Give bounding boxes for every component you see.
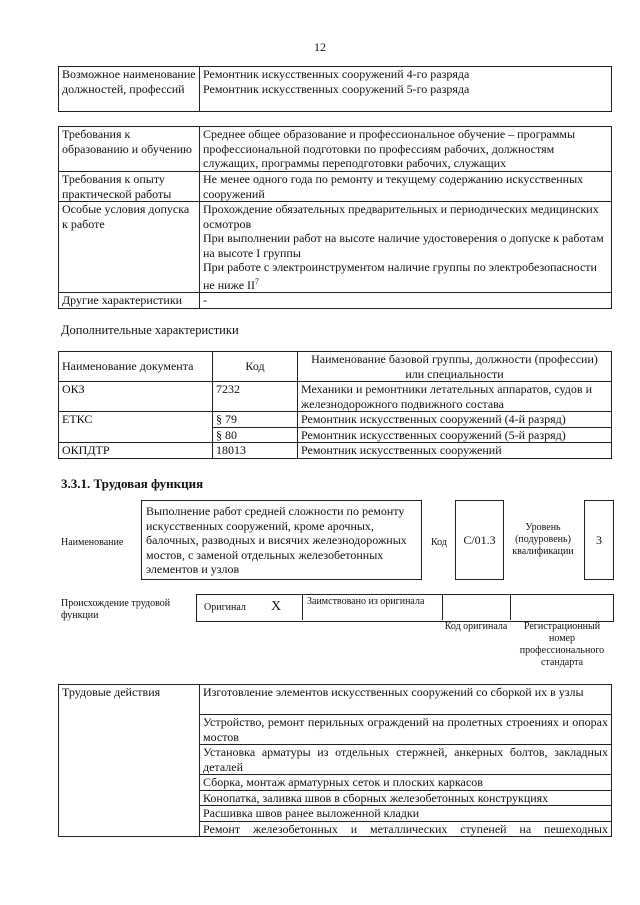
experience-value: Не менее одного года по ремонту и текущему содержанию искусственных сооружений	[200, 172, 612, 202]
row-code: § 80	[213, 427, 298, 443]
action-item: Установка арматуры из отдельных стержней, анкерных болтов, закладных деталей	[200, 745, 612, 775]
special-item-text: При работе с электроинструментом наличие группы по электробезопасности не ниже II	[203, 260, 597, 292]
experience-label: Требования к опыту практической работы	[59, 172, 200, 202]
special-item	[203, 260, 608, 292]
function-level-box	[584, 500, 614, 580]
original-label: Оригинал	[204, 602, 246, 613]
function-code-box	[455, 500, 504, 580]
footnote-mark: 7	[255, 276, 260, 286]
additional-table	[58, 351, 612, 459]
action-item: Ремонт железобетонных и металлических ступеней на пешеходных	[200, 821, 612, 837]
function-name-label: Наименование	[61, 537, 124, 548]
col-code: Код	[213, 352, 298, 382]
action-item: Изготовление элементов искусственных сооружений со сборкой их в узлы	[200, 685, 612, 715]
education-label: Требования к образованию и обучению	[59, 127, 200, 172]
other-label: Другие характеристики	[59, 293, 200, 309]
row-name: Ремонтник искусственных сооружений (4-й разряд)	[298, 412, 612, 428]
function-name-box	[141, 500, 422, 580]
special-item: При выполнении работ на высоте наличие удостоверения о допуске к работам на высоте I группы	[203, 231, 604, 260]
row-code: § 79	[213, 412, 298, 428]
function-code-value: С/01.3	[463, 533, 496, 547]
code-orig-label: Код оригинала	[444, 621, 508, 632]
action-item: Устройство, ремонт перильных ограждений на пролетных строениях и опорах мостов	[200, 715, 612, 745]
position-item: Ремонтник искусственных сооружений 5-го разряда	[203, 81, 470, 96]
borrowed-label: Заимствовано из оригинала	[307, 596, 425, 607]
origin-divider	[510, 594, 511, 620]
row-code: 18013	[213, 443, 298, 459]
action-item: Сборка, монтаж арматурных сеток и плоских каркасов	[200, 775, 612, 791]
origin-label: Происхождение трудовой функции	[61, 598, 171, 621]
actions-label: Трудовые действия	[59, 685, 200, 837]
page-number: 12	[314, 40, 326, 54]
original-mark: X	[271, 599, 282, 614]
function-code-label: Код	[431, 537, 447, 548]
col-name: Наименование базовой группы, должности (профессии) или специальности	[298, 352, 612, 382]
positions-table	[58, 66, 612, 112]
additional-heading: Дополнительные характеристики	[61, 323, 239, 337]
other-value: -	[200, 293, 612, 309]
special-item: Прохождение обязательных предварительных и периодических медицинских осмотров	[203, 202, 599, 231]
row-doc: ОКЗ	[59, 382, 213, 412]
positions-values	[200, 67, 612, 112]
function-level-label: Уровень (подуровень) квалификации	[512, 522, 574, 557]
row-name: Механики и ремонтники летательных аппаратов, судов и железнодорожного подвижного состава	[298, 382, 612, 412]
position-item: Ремонтник искусственных сооружений 4-го разряда	[203, 67, 470, 81]
special-label: Особые условия допуска к работе	[59, 202, 200, 293]
col-doc: Наименование документа	[59, 352, 213, 382]
reg-label: Регистрационный номер профессионального стандарта	[519, 621, 605, 668]
requirements-table	[58, 126, 612, 309]
actions-table	[58, 684, 612, 837]
origin-divider	[442, 594, 443, 620]
special-values	[200, 202, 612, 293]
row-name: Ремонтник искусственных сооружений (5-й разряд)	[298, 427, 612, 443]
function-heading: 3.3.1. Трудовая функция	[61, 476, 204, 491]
row-code: 7232	[213, 382, 298, 412]
positions-label: Возможное наименование должностей, профессий	[59, 67, 200, 112]
row-name: Ремонтник искусственных сооружений	[298, 443, 612, 459]
action-item: Конопатка, заливка швов в сборных железобетонных конструкциях	[200, 790, 612, 806]
row-doc: ЕТКС	[59, 412, 213, 443]
function-level-value: 3	[596, 533, 602, 547]
row-doc: ОКПДТР	[59, 443, 213, 459]
origin-divider	[302, 594, 303, 620]
action-item: Расшивка швов ранее выложенной кладки	[200, 806, 612, 822]
education-value: Среднее общее образование и профессиональное обучение – программы профессиональной подготовки по профессиям рабочих, должностям служащих, программы переподготовки рабочих, служащих	[200, 127, 612, 172]
function-name-value: Выполнение работ средней сложности по ремонту искусственных сооружений, кроме арочных, балочных, разводных и висячих железнодорожных мостов, с заменой отдельных железобетонных элементов и узлов	[146, 504, 407, 576]
